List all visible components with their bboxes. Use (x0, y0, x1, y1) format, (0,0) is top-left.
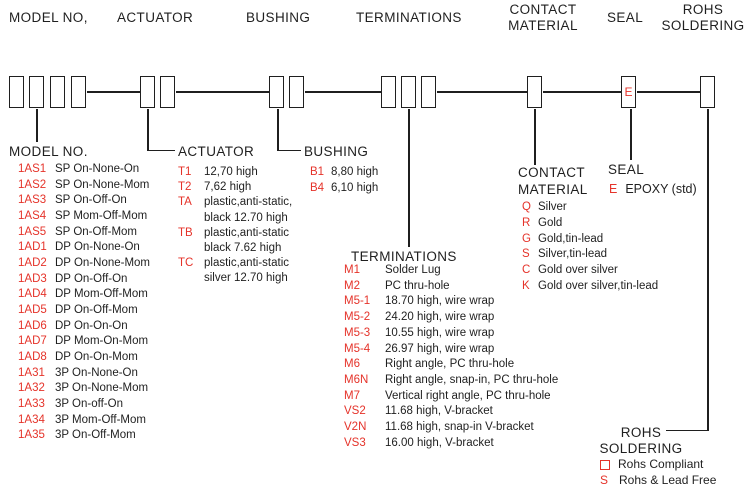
actuator-list-item (178, 195, 292, 225)
contact-material-code: G (522, 232, 531, 245)
contact-title-line2: MATERIAL (518, 182, 588, 197)
actuator-description-line1: plastic,anti-static (204, 257, 290, 270)
actuator-description-line2: silver 12.70 high (204, 272, 288, 285)
actuator-description-line1: 7,62 high (204, 181, 252, 194)
termination-description: Solder Lug (385, 264, 441, 276)
model-code: 1AS3 (18, 194, 47, 207)
rohs-legend (600, 457, 716, 488)
model-no-list-item (18, 350, 150, 366)
pn-box-termination-3 (421, 76, 436, 108)
column-header-bushing: BUSHING (246, 10, 311, 25)
contact-material-description: Silver,tin-lead (538, 248, 608, 261)
model-no-list-item (18, 366, 150, 382)
bushing-list-item (310, 181, 378, 197)
section-title-seal: SEAL (608, 162, 645, 177)
model-code: 1AD3 (18, 272, 47, 285)
connector-line (277, 150, 301, 152)
connector-line (176, 91, 269, 93)
contact-material-description: Gold (538, 216, 563, 229)
model-code: 1AS1 (18, 163, 47, 175)
actuator-description (204, 165, 258, 180)
contact-material-code: S (522, 248, 530, 261)
model-no-list-item (18, 256, 150, 272)
model-no-list-item (18, 397, 150, 413)
termination-code: V2N (344, 421, 367, 434)
actuator-description-line2: black 7.62 high (204, 242, 282, 255)
model-description: 3P On-None-On (55, 366, 138, 379)
column-header-actuator: ACTUATOR (117, 10, 194, 25)
model-no-list-item (18, 272, 150, 288)
model-code: 1AS4 (18, 209, 47, 222)
seal-item (609, 182, 697, 196)
model-code: 1AD6 (18, 319, 47, 332)
model-no-list-item (18, 303, 150, 319)
model-code: 1AD8 (18, 350, 47, 363)
model-description: 3P On-None-Mom (55, 382, 149, 395)
model-code: 1A31 (18, 366, 45, 379)
termination-code: M5-2 (344, 311, 371, 324)
model-no-list-item (18, 162, 150, 178)
pn-box-model-1 (9, 76, 24, 108)
actuator-list-item (178, 256, 292, 286)
contact-material-code: Q (522, 201, 531, 213)
model-description: DP On-On-Mom (55, 350, 138, 363)
model-description: SP Mom-Off-Mom (55, 209, 148, 222)
section-title-actuator: ACTUATOR (178, 144, 255, 159)
model-no-list-item (18, 334, 150, 350)
contact-material-list-item (522, 232, 658, 248)
seal-code: E (609, 182, 618, 196)
model-code: 1AS5 (18, 225, 47, 238)
connector-line (543, 91, 621, 93)
model-description: 3P On-Off-Mom (55, 429, 136, 442)
rohs-header-line2: SOLDERING (661, 18, 745, 33)
rohs-title-line1: ROHS (620, 425, 662, 440)
model-code: 1AD4 (18, 288, 47, 301)
model-description: SP On-None-On (55, 163, 140, 175)
actuator-description (204, 195, 292, 225)
terminations-list-item (344, 436, 558, 452)
termination-description: 11.68 high, V-bracket (385, 405, 493, 418)
contact-material-description: Gold over silver (538, 264, 618, 277)
pn-box-termination-1 (381, 76, 396, 108)
termination-code: M5-3 (344, 326, 371, 339)
section-title-rohs-soldering (597, 425, 685, 456)
pn-box-bushing-1 (269, 76, 284, 108)
termination-code: M5-4 (344, 342, 371, 355)
model-description: DP On-None-Mom (55, 256, 151, 269)
contact-material-code: R (522, 216, 531, 229)
rohs-title-line2: SOLDERING (599, 440, 683, 456)
actuator-code: T1 (178, 166, 192, 178)
model-no-list-item (18, 319, 150, 335)
model-no-list-item (18, 193, 150, 209)
model-description: DP On-None-On (55, 241, 140, 254)
termination-code: M5-1 (344, 295, 371, 308)
terminations-list-item (344, 389, 558, 405)
model-description: DP Mom-Off-Mom (55, 288, 148, 301)
terminations-list-item (344, 420, 558, 436)
model-no-list-item (18, 287, 150, 303)
pn-box-contact (527, 76, 542, 108)
bushing-description: 6,10 high (331, 181, 379, 194)
seal-box-value: E (624, 85, 633, 99)
actuator-description (204, 226, 289, 256)
rohs-compliant-square-icon (600, 460, 610, 470)
pn-box-actuator-1 (140, 76, 155, 108)
section-title-bushing: BUSHING (304, 144, 369, 159)
contact-header-line2: MATERIAL (508, 18, 578, 33)
model-code: 1A32 (18, 382, 45, 395)
contact-material-description: Gold over silver,tin-lead (538, 279, 659, 292)
model-description: DP Mom-On-Mom (55, 335, 149, 348)
rohs-leadfree-item (600, 473, 716, 489)
contact-material-list-item (522, 279, 658, 295)
model-description: DP On-Off-Mom (55, 303, 138, 316)
actuator-description-line1: plastic,anti-static, (204, 196, 293, 209)
actuator-list-item (178, 226, 292, 256)
pn-box-actuator-2 (160, 76, 175, 108)
terminations-list-item (344, 357, 558, 373)
terminations-list-item (344, 373, 558, 389)
connector-line (36, 109, 38, 142)
connector-line (277, 109, 279, 151)
bushing-list (310, 165, 378, 196)
model-no-list-item (18, 381, 150, 397)
model-code: 1AD1 (18, 241, 47, 254)
contact-header-line1: CONTACT (509, 2, 577, 17)
model-code: 1AS2 (18, 178, 47, 191)
seal-description: EPOXY (std) (625, 182, 697, 196)
termination-description: Right angle, snap-in, PC thru-hole (385, 373, 559, 386)
termination-description: PC thru-hole (385, 279, 450, 292)
terminations-list-item (344, 342, 558, 358)
termination-code: M1 (344, 264, 360, 276)
column-header-rohs-soldering (659, 2, 747, 34)
model-description: SP On-Off-On (55, 194, 127, 207)
bushing-list-item (310, 165, 378, 181)
model-no-list-item (18, 240, 150, 256)
actuator-code: T2 (178, 181, 192, 194)
contact-material-list (522, 200, 658, 295)
model-description: DP On-On-On (55, 319, 128, 332)
termination-description: 10.55 high, wire wrap (385, 326, 495, 339)
pn-box-model-2 (29, 76, 44, 108)
model-no-list-item (18, 428, 150, 444)
rohs-header-line1: ROHS (682, 2, 724, 17)
connector-line (534, 109, 536, 165)
terminations-list-item (344, 404, 558, 420)
model-code: 1A35 (18, 429, 45, 442)
contact-material-list-item (522, 263, 658, 279)
model-code: 1AD7 (18, 335, 47, 348)
termination-code: M6N (344, 373, 369, 386)
connector-line (408, 109, 410, 247)
model-description: SP On-None-Mom (55, 178, 150, 191)
model-code: 1AD5 (18, 303, 47, 316)
contact-material-description: Gold,tin-lead (538, 232, 604, 245)
pn-box-rohs (700, 76, 715, 108)
model-code: 1AD2 (18, 256, 47, 269)
actuator-description-line1: plastic,anti-static (204, 226, 290, 239)
model-description: SP On-Off-Mom (55, 225, 138, 238)
termination-description: 16.00 high, V-bracket (385, 436, 494, 449)
pn-box-termination-2 (401, 76, 416, 108)
section-title-model-no: MODEL NO. (9, 144, 88, 159)
model-description: 3P On-off-On (55, 397, 123, 410)
actuator-description-line1: 12,70 high (204, 166, 258, 178)
model-no-list-item (18, 178, 150, 194)
model-no-list-item (18, 413, 150, 429)
termination-description: 24.20 high, wire wrap (385, 311, 495, 324)
actuator-description (204, 256, 289, 286)
column-header-model-no: MODEL NO, (9, 10, 88, 25)
actuator-code: TA (178, 196, 192, 209)
column-header-terminations: TERMINATIONS (356, 10, 462, 25)
termination-description: 18.70 high, wire wrap (385, 295, 495, 308)
terminations-list-item (344, 326, 558, 342)
connector-line (147, 109, 149, 151)
rohs-compliant-item (600, 457, 716, 473)
actuator-description (204, 180, 251, 195)
contact-material-code: K (522, 279, 530, 292)
terminations-list-item (344, 310, 558, 326)
actuator-code: TB (178, 226, 193, 239)
column-header-contact-material (498, 2, 588, 34)
contact-material-description: Silver (538, 201, 567, 213)
connector-line (305, 91, 381, 93)
bushing-code: B4 (310, 181, 325, 194)
contact-material-list-item (522, 247, 658, 263)
rohs-compliant-label: Rohs Compliant (618, 457, 704, 471)
section-title-contact-material (518, 164, 588, 198)
model-code: 1A33 (18, 397, 45, 410)
model-code: 1A34 (18, 413, 45, 426)
contact-title-line1: CONTACT (518, 165, 586, 180)
actuator-code: TC (178, 257, 194, 270)
model-description: DP On-Off-On (55, 272, 128, 285)
termination-description: 11.68 high, snap-in V-bracket (385, 421, 534, 434)
pn-box-seal (621, 76, 636, 108)
rohs-leadfree-label: Rohs & Lead Free (619, 472, 717, 487)
termination-description: 26.97 high, wire wrap (385, 342, 495, 355)
model-description: 3P Mom-Off-Mom (55, 413, 146, 426)
actuator-list-item (178, 180, 292, 195)
termination-code: M2 (344, 279, 360, 292)
termination-code: VS3 (344, 436, 366, 449)
column-header-seal: SEAL (607, 10, 644, 25)
connector-line (437, 91, 527, 93)
connector-line (630, 109, 632, 160)
model-no-list-item (18, 225, 150, 241)
connector-line (147, 150, 175, 152)
actuator-description-line2: black 12.70 high (204, 211, 288, 224)
bushing-code: B1 (310, 166, 325, 178)
pn-box-bushing-2 (289, 76, 304, 108)
section-title-terminations: TERMINATIONS (351, 249, 457, 264)
pn-box-model-3 (50, 76, 65, 108)
termination-code: M6 (344, 358, 360, 371)
contact-material-code: C (522, 264, 531, 277)
connector-line (87, 91, 140, 93)
contact-material-list-item (522, 200, 658, 216)
termination-description: Vertical right angle, PC thru-hole (385, 389, 551, 402)
rohs-leadfree-code: S (600, 472, 609, 487)
model-no-list-item (18, 209, 150, 225)
connector-line (637, 91, 700, 93)
terminations-list-item (344, 294, 558, 310)
connector-line (707, 109, 709, 431)
actuator-list (178, 165, 292, 287)
termination-description: Right angle, PC thru-hole (385, 358, 515, 371)
actuator-list-item (178, 165, 292, 180)
termination-code: M7 (344, 389, 360, 402)
termination-code: VS2 (344, 405, 366, 418)
contact-material-list-item (522, 216, 658, 232)
bushing-description: 8,80 high (331, 166, 379, 178)
pn-box-model-4 (71, 76, 86, 108)
model-no-list (18, 162, 150, 444)
